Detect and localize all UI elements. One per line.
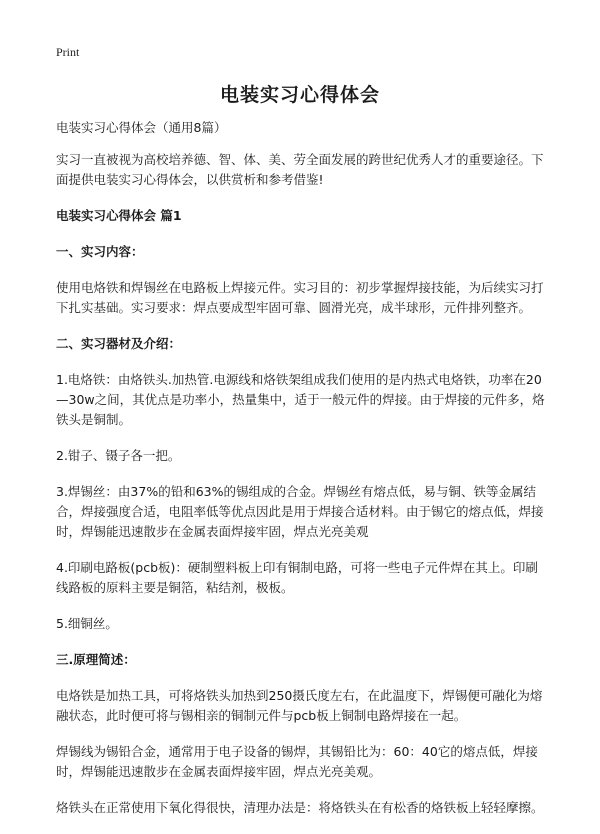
document-subtitle: 电装实习心得体会（通用8篇） [56, 120, 227, 135]
intro-paragraph: 实习一直被视为高校培养德、智、体、美、劳全面发展的跨世纪优秀人才的重要途径。下面提供电装实习心得体会，以供赏析和参考借鉴! [56, 152, 544, 187]
principle-paragraph: 电烙铁是加热工具，可将烙铁头加热到250摄氏度左右，在此温度下，焊锡便可融化为熔融状态，此时便可将与锡相亲的铜制元件与pcb板上铜制电路焊接在一起。 [56, 688, 543, 723]
section-heading-equipment: 二、实习器材及介绍： [56, 336, 182, 351]
section-heading-content: 一、实习内容： [56, 244, 144, 259]
equipment-item-pcb: 4.印刷电路板(pcb板)：硬制塑料板上印有铜制电路，可将一些电子元件焊在其上。印刷线路板的原料主要是铜箔，粘结剂，极板。 [56, 560, 538, 595]
principle-paragraph: 焊锡线为锡铅合金，通常用于电子设备的锡焊，其锡铅比为：60：40它的熔点低，焊接时，焊锡能迅速散步在金属表面焊接牢固，焊点光亮美观。 [56, 744, 538, 779]
page-title: 电装实习心得体会 [219, 84, 380, 106]
section-heading-principle: 三.原理简述： [56, 652, 136, 667]
article-title: 电装实习心得体会 篇1 [56, 208, 182, 223]
document-body [56, 118, 545, 834]
equipment-item-pliers: 2.钳子、镊子各一把。 [56, 448, 181, 463]
section-content-paragraph: 使用电烙铁和焊锡丝在电路板上焊接元件。实习目的：初步掌握焊接技能，为后续实习打下扎实基础。实习要求：焊点要成型牢固可靠、圆滑光亮，成半球形，元件排列整齐。 [56, 280, 544, 315]
equipment-item-soldering-iron: 1.电烙铁：由烙铁头.加热管.电源线和烙铁架组成我们使用的是内热式电烙铁，功率在20—30w之间，其优点是功率小，热量集中，适于一般元件的焊接。由于焊接的元件多，烙铁头是铜制。 [56, 372, 545, 427]
print-label: Print [56, 45, 80, 59]
equipment-item-solder-wire: 3.焊锡丝：由37%的铅和63%的锡组成的合金。焊锡丝有熔点低，易与铜、铁等金属结合，焊接强度合适，电阻率低等优点因此是用于焊接合适材料。由于锡它的熔点低，焊接时，焊锡能迅速散步在金属表面焊接牢固，焊点光亮美观 [56, 484, 544, 539]
principle-paragraph: 烙铁头在正常使用下氧化得很快，清理办法是：将烙铁头在有松香的烙铁板上轻轻摩擦。 [56, 800, 544, 815]
equipment-item-copper-wire: 5.细铜丝。 [56, 616, 118, 631]
